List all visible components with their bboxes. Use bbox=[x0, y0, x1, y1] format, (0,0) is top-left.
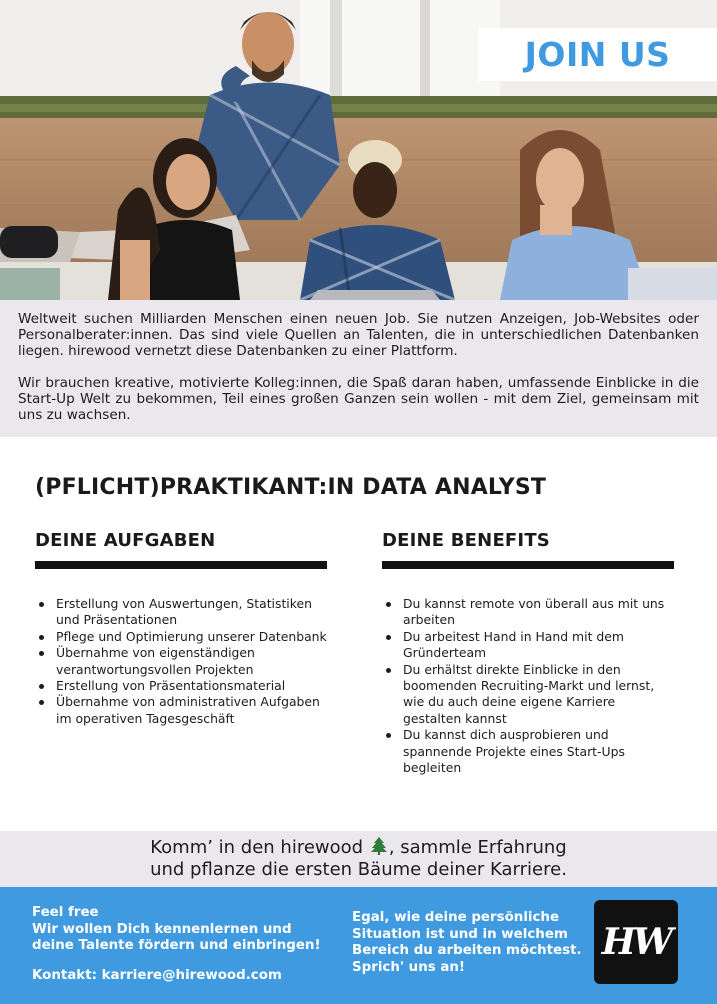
slogan-band bbox=[0, 831, 717, 887]
slogan-line-1-end: , sammle Erfahrung bbox=[388, 837, 567, 858]
benefits-divider bbox=[382, 561, 674, 569]
invite-text: Wir wollen Dich kennenlernen und deine Talente fördern und einbringen! bbox=[32, 921, 321, 953]
footer-message: Egal, wie deine persönliche Situation ist und in welchem Bereich du arbeiten möchtest. Sprich' uns an! bbox=[352, 910, 582, 975]
logo-text: HW bbox=[601, 921, 671, 963]
list-item: Erstellung von Präsentationsmaterial bbox=[56, 678, 330, 694]
list-item: Pflege und Optimierung unserer Datenbank bbox=[56, 629, 330, 645]
hirewood-logo bbox=[594, 900, 678, 984]
footer bbox=[0, 887, 717, 1004]
tasks-list bbox=[35, 596, 330, 727]
benefits-column bbox=[382, 530, 674, 776]
list-item: Erstellung von Auswertungen, Statistiken und Präsentationen bbox=[56, 596, 330, 629]
slogan-line-2: und pflanze die ersten Bäume deiner Karriere. bbox=[150, 859, 567, 880]
tasks-heading: DEINE AUFGABEN bbox=[35, 530, 216, 551]
tasks-column bbox=[35, 530, 327, 726]
benefits-list bbox=[382, 596, 677, 776]
list-item: Du kannst remote von überall aus mit uns arbeiten bbox=[403, 596, 677, 629]
benefits-heading: DEINE BENEFITS bbox=[382, 530, 550, 551]
join-us-label: JOIN US bbox=[524, 35, 671, 74]
list-item: Du arbeitest Hand in Hand mit dem Gründerteam bbox=[403, 629, 677, 662]
team-photo bbox=[0, 0, 717, 300]
tasks-divider bbox=[35, 561, 327, 569]
intro-paragraph-2: Wir brauchen kreative, motivierte Kolleg:innen, die Spaß daran haben, umfassende Einblicke in die Start-Up Welt zu bekommen, Teil eines großen Ganzen sein wollen - mit dem Ziel, gemeinsam mit uns zu wachsen. bbox=[18, 375, 699, 423]
slogan-line-1-start: Komm’ in den hirewood bbox=[150, 837, 364, 858]
list-item: Übernahme von administrativen Aufgaben im operativen Tagesgeschäft bbox=[56, 694, 330, 727]
tree-icon bbox=[371, 837, 387, 855]
job-title: (PFLICHT)PRAKTIKANT:IN DATA ANALYST bbox=[35, 475, 547, 500]
intro-section bbox=[0, 300, 717, 437]
intro-paragraph-1: Weltweit suchen Milliarden Menschen einen neuen Job. Sie nutzen Anzeigen, Job-Websites oder Personalberater:innen. Das sind viele Quellen an Talenten, die in unterschiedlichen Datenbanken liegen. hirewood vernetzt diese Datenbanken zu einer Plattform. bbox=[18, 311, 699, 359]
list-item: Du erhältst direkte Einblicke in den boomenden Recruiting-Markt und lernst, wie du auch deine eigene Karriere gestalten kannst bbox=[403, 662, 677, 728]
feel-free-label: Feel free bbox=[32, 905, 99, 920]
join-us-banner bbox=[478, 28, 717, 81]
footer-invite bbox=[32, 905, 332, 955]
list-item: Du kannst dich ausprobieren und spannende Projekte eines Start-Ups begleiten bbox=[403, 727, 677, 776]
slogan-line-1 bbox=[0, 837, 717, 859]
contact-email[interactable]: Kontakt: karriere@hirewood.com bbox=[32, 968, 282, 983]
list-item: Übernahme von eigenständigen verantwortungsvollen Projekten bbox=[56, 645, 330, 678]
